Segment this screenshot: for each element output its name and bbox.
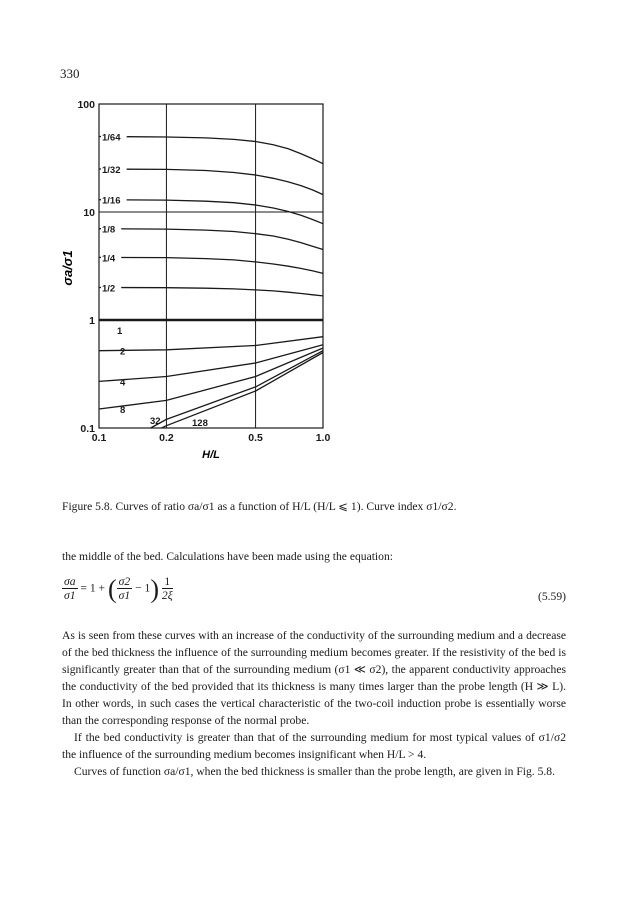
series-line	[99, 229, 323, 250]
y-axis-label: σa/σ1	[60, 250, 75, 286]
series-line	[99, 137, 323, 164]
eq-rhs-numerator: 1	[162, 575, 173, 589]
series-label: 128	[192, 418, 208, 429]
series-label: 1/4	[102, 253, 116, 265]
paragraph-1: the middle of the bed. Calculations have been made using the equation:	[62, 550, 393, 563]
eq-rhs-denominator: 2ξ	[161, 589, 173, 602]
paragraph-3: If the bed conductivity is greater than that of the surrounding medium for most typical values of σ1/σ2 the influence of the surrounding medium becomes insignificant when H/L > 4.	[62, 731, 566, 761]
x-tick-label: 1.0	[315, 432, 331, 444]
paragraph-2: As is seen from these curves with an increase of the conductivity of the surrounding medium and a decrease of the bed thickness the influence of the surrounding medium becomes greater. If the resistivity of the bed is significantly greater than that of the surrounding medium (σ1 ≪ σ2), the apparent conductivity approaches the conductivity of the bed provided that its thickness is many times larger than the probe length (H ≫ L). In other words, in such cases the vertical characteristic of the two-coil induction probe is essentially worse than the corresponding response of the normal probe.	[62, 629, 566, 727]
body-text	[62, 548, 566, 780]
y-tick-label: 10	[83, 207, 95, 219]
eq-lhs-numerator: σa	[64, 575, 76, 588]
x-tick-label: 0.2	[159, 432, 174, 444]
y-tick-label: 0.1	[80, 423, 95, 435]
page-number: 330	[60, 66, 80, 81]
x-tick-label: 0.1	[91, 432, 107, 444]
series-label: 1/2	[102, 283, 116, 295]
series-line	[99, 288, 323, 296]
y-tick-label: 1	[89, 315, 95, 327]
series-line	[99, 169, 323, 195]
series-group	[99, 137, 323, 429]
series-line	[99, 257, 323, 273]
series-line	[151, 351, 323, 428]
series-label: 1/64	[102, 132, 121, 144]
eq-minus-one: − 1	[135, 581, 151, 595]
y-tick-label: 100	[77, 99, 95, 111]
paragraph-4: Curves of function σa/σ1, when the bed thickness is smaller than the probe length, are given in Fig. 5.8.	[74, 765, 555, 778]
eq-equals-one-plus: = 1 +	[80, 581, 106, 595]
eq-lhs-denominator: σ1	[64, 589, 76, 602]
series-label: 1	[117, 326, 123, 337]
series-label: 1/8	[102, 224, 116, 236]
series-line	[99, 337, 323, 351]
equation-number: (5.59)	[537, 590, 566, 603]
series-label: 8	[120, 404, 126, 416]
x-axis-label: H/L	[202, 449, 220, 461]
series-label: 32	[150, 416, 161, 427]
eq-inner-numerator: σ2	[118, 575, 131, 588]
series-labels	[101, 132, 208, 429]
series-label: 1/16	[102, 195, 121, 207]
series-label: 2	[120, 346, 126, 358]
eq-inner-denominator: σ1	[118, 589, 131, 602]
x-tick-label: 0.5	[248, 432, 263, 444]
equation: $\frac{\sigma a}{\sigma 1}$ = 1 + ( $\frac{\sigma 2}{\sigma 1}$ − 1) $\frac{1}{2\xi}$ (5.59)	[64, 574, 566, 604]
series-label: 4	[120, 377, 126, 389]
figure-caption: Figure 5.8. Curves of ratio σa/σ1 as a function of H/L (H/L ⩽ 1). Curve index σ1/σ2.	[62, 500, 457, 513]
series-label: 1/32	[102, 165, 121, 177]
